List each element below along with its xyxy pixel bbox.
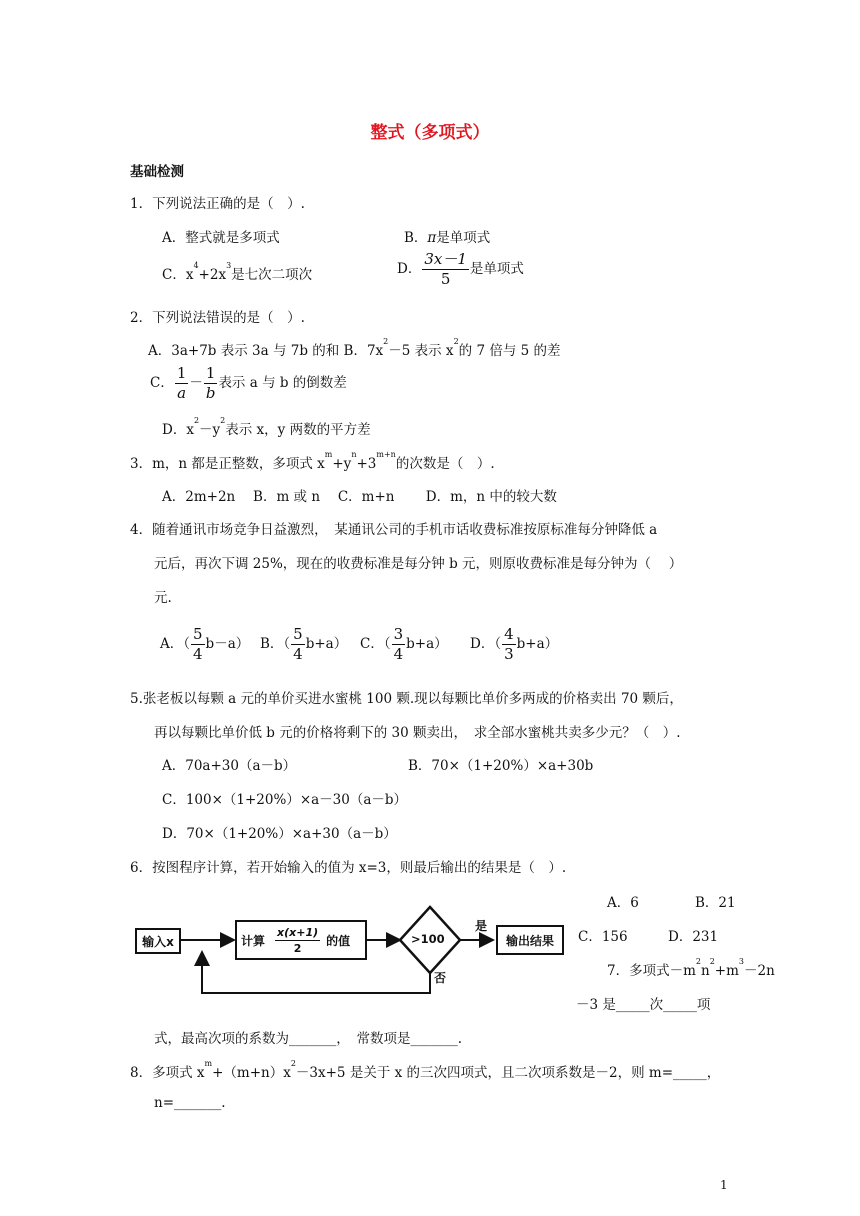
q4-option-a: A．（ $\frac{5}{4}$ b－a） <box>160 625 250 663</box>
q5-option-d: D．70×（1+20%）×a+30（a－b） <box>162 826 397 842</box>
compute-box: 计算 $\frac{x(x+1)}{2}$ 的值 <box>235 920 367 960</box>
q7-line3: 式，最高次项的系数为_______， 常数项是_______. <box>154 1031 463 1047</box>
q1-option-c: C．$x^4+2x^3$是七次二项次 <box>162 261 313 283</box>
q2-options-ab: A．3a+7b 表示 3a 与 7b 的和 B．$7x^2-5$ 表示 $x^2$的 7 倍与 5 的差 <box>148 337 561 359</box>
q5-option-a: A．70a+30（a－b） <box>162 758 297 774</box>
q5-line2: 再以每颗比单价低 b 元的价格将剩下的 30 颗卖出， 求全部水蜜桃共卖多少元？（ ）. <box>154 725 681 741</box>
q1-option-a: A．整式就是多项式 <box>162 230 280 246</box>
q5-line1: 5.张老板以每颗 a 元的单价买进水蜜桃 100 颗.现以每颗比单价多两成的价格卖出 70 颗后， <box>130 691 683 707</box>
q2-stem: 2．下列说法错误的是（ ）. <box>130 310 305 326</box>
q4-line3: 元. <box>154 590 172 606</box>
yes-label: 是 <box>475 919 488 933</box>
q3-stem: 3．m，n 都是正整数，多项式 $x^m+y^n+3^{m+n}$的次数是（ ）. <box>130 450 495 472</box>
q6-option-a: A．6 <box>607 895 639 911</box>
q4-option-c: C．（ $\frac{3}{4}$ b+a） <box>360 625 448 663</box>
q7-line2: －3 是_____次_____项 <box>576 997 711 1013</box>
q3-options: A．2m+2n B．m 或 n C．m+n D．m，n 中的较大数 <box>162 489 557 505</box>
q4-option-b: B．（ $\frac{5}{4}$ b+a） <box>260 625 348 663</box>
q7-line1: 7．多项式$-m^2n^2+m^3-2n$ <box>607 957 775 979</box>
page-number: 1 <box>720 1178 728 1192</box>
page-title: 整式（多项式） <box>370 123 490 143</box>
q8-line1: 8．多项式 $x^m+(m+n)x^2-3x+5$ 是关于 x 的三次四项式，且二次项系数是－2，则 m=_____， <box>130 1059 721 1081</box>
q5-option-c: C．100×（1+20%）×a－30（a－b） <box>162 792 408 808</box>
condition-label: >100 <box>411 932 445 946</box>
q6-option-c: C．156 <box>578 929 628 945</box>
q6-stem: 6．按图程序计算，若开始输入的值为 x=3，则最后输出的结果是（ ）. <box>130 860 567 876</box>
q5-option-b: B．70×（1+20%）×a+30b <box>408 758 594 774</box>
q1-option-d: D． $\frac{3x-1}{5}$ 是单项式 <box>397 250 524 288</box>
q6-option-d: D．231 <box>668 929 719 945</box>
q4-line2: 元后，再次下调 25%，现在的收费标准是每分钟 b 元，则原收费标准是每分钟为（ ） <box>154 556 683 572</box>
program-flowchart <box>130 895 580 1000</box>
q6-option-b: B．21 <box>695 895 736 911</box>
output-box: 输出结果 <box>496 925 564 955</box>
no-label: 否 <box>434 971 447 985</box>
q4-line1: 4．随着通讯市场竞争日益激烈， 某通讯公司的手机市话收费标准按原标准每分钟降低 a <box>130 522 658 538</box>
q1-option-b: B．π是单项式 <box>404 230 491 246</box>
q1-stem: 1．下列说法正确的是（ ）. <box>130 196 305 212</box>
q2-option-d: D．$x^2-y^2$表示 x，y 两数的平方差 <box>162 416 371 438</box>
q4-option-d: D．（ $\frac{4}{3}$ b+a） <box>470 625 559 663</box>
q8-line2: n=_______. <box>154 1095 226 1111</box>
q2-option-c: C． $\frac{1}{a}$ － $\frac{1}{b}$ 表示 a 与 b 的倒数差 <box>150 364 347 402</box>
input-box: 输入x <box>135 928 181 954</box>
section-heading: 基础检测 <box>130 164 184 180</box>
